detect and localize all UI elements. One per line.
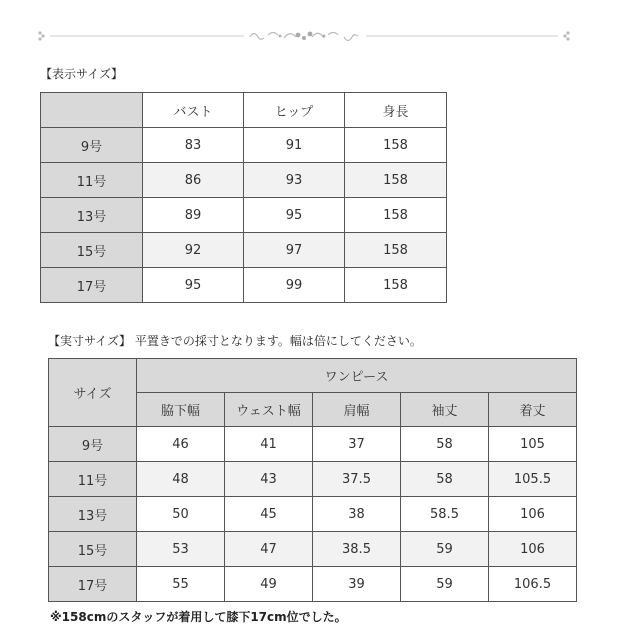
row-label: 13号	[49, 497, 137, 532]
column-header-underarm-width: 脇下幅	[137, 393, 225, 427]
table-cell: 49	[225, 567, 313, 602]
table-cell: 46	[137, 427, 225, 462]
fit-note: ※158cmのスタッフが着用して膝下17cm位でした。	[50, 610, 347, 624]
actual-size-caption: 【実寸サイズ】 平置きでの採寸となります。幅は倍にしてください。	[48, 334, 422, 348]
column-header-waist-width: ウェスト幅	[225, 393, 313, 427]
table-row	[41, 233, 447, 268]
table-row	[41, 268, 447, 303]
table-cell: 158	[345, 163, 447, 198]
row-label: 9号	[41, 128, 143, 163]
table-cell: 86	[143, 163, 244, 198]
ornamental-divider	[36, 26, 572, 46]
table-cell: 58	[401, 462, 489, 497]
table-row	[41, 163, 447, 198]
column-header-sleeve-length: 袖丈	[401, 393, 489, 427]
table-cell: 43	[225, 462, 313, 497]
display-size-caption: 【表示サイズ】	[40, 67, 124, 81]
row-label: 17号	[41, 268, 143, 303]
table-cell: 99	[244, 268, 345, 303]
table-row	[49, 462, 577, 497]
table-cell: 93	[244, 163, 345, 198]
table-cell: 48	[137, 462, 225, 497]
table-cell: 59	[401, 567, 489, 602]
column-header-height: 身長	[345, 93, 447, 128]
table-cell: 38	[313, 497, 401, 532]
table-cell: 55	[137, 567, 225, 602]
table-cell: 105.5	[489, 462, 577, 497]
table-header-row	[41, 93, 447, 128]
table-cell: 95	[244, 198, 345, 233]
table-cell: 45	[225, 497, 313, 532]
table-cell: 58.5	[401, 497, 489, 532]
table-cell: 105	[489, 427, 577, 462]
table-cell: 59	[401, 532, 489, 567]
table-row	[49, 567, 577, 602]
row-label: 9号	[49, 427, 137, 462]
column-header-bust: バスト	[143, 93, 244, 128]
table-cell: 92	[143, 233, 244, 268]
size-corner-label: サイズ	[49, 359, 137, 427]
table-cell: 37.5	[313, 462, 401, 497]
row-label: 11号	[41, 163, 143, 198]
dress-group-header: ワンピース	[137, 359, 577, 393]
table-row	[49, 427, 577, 462]
table-cell: 158	[345, 268, 447, 303]
display-size-table	[40, 92, 447, 303]
row-label: 13号	[41, 198, 143, 233]
table-cell: 106	[489, 497, 577, 532]
row-label: 17号	[49, 567, 137, 602]
table-cell: 158	[345, 198, 447, 233]
column-header-total-length: 着丈	[489, 393, 577, 427]
table-cell: 106.5	[489, 567, 577, 602]
table-cell: 91	[244, 128, 345, 163]
table-group-header-row	[49, 359, 577, 393]
table-row	[49, 532, 577, 567]
table-cell: 50	[137, 497, 225, 532]
table-cell: 58	[401, 427, 489, 462]
table-cell: 158	[345, 233, 447, 268]
table-cell: 95	[143, 268, 244, 303]
row-label: 15号	[49, 532, 137, 567]
corner-cell	[41, 93, 143, 128]
table-cell: 97	[244, 233, 345, 268]
row-label: 15号	[41, 233, 143, 268]
table-cell: 37	[313, 427, 401, 462]
actual-size-table	[48, 358, 577, 602]
column-header-shoulder-width: 肩幅	[313, 393, 401, 427]
table-cell: 53	[137, 532, 225, 567]
table-row	[41, 198, 447, 233]
table-cell: 41	[225, 427, 313, 462]
table-cell: 39	[313, 567, 401, 602]
row-label: 11号	[49, 462, 137, 497]
table-cell: 38.5	[313, 532, 401, 567]
table-cell: 47	[225, 532, 313, 567]
table-row	[49, 497, 577, 532]
table-row	[41, 128, 447, 163]
table-cell: 83	[143, 128, 244, 163]
column-header-hip: ヒップ	[244, 93, 345, 128]
table-cell: 106	[489, 532, 577, 567]
table-cell: 89	[143, 198, 244, 233]
table-cell: 158	[345, 128, 447, 163]
